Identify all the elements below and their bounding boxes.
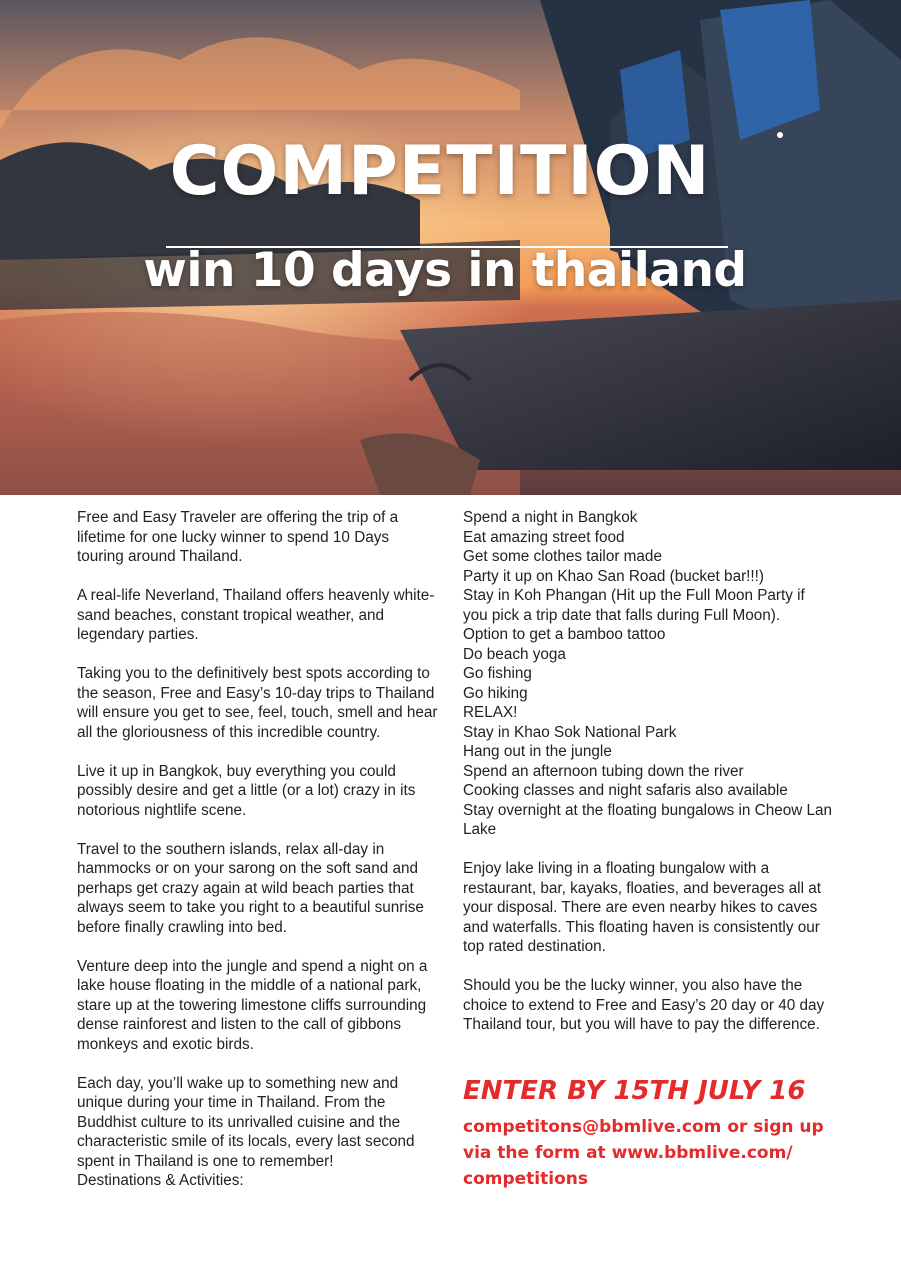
list-item: Cooking classes and night safaris also available bbox=[463, 782, 788, 799]
southern-islands-paragraph: Travel to the southern islands, relax all-day in hammocks or on your sarong on the soft sand and perhaps get crazy again at wild beach parties that always seem to take you right to a beautiful sunrise before finally crawling into bed. bbox=[77, 840, 424, 936]
list-item: Eat amazing street food bbox=[463, 528, 625, 546]
neverland-paragraph: A real-life Neverland, Thailand offers heavenly white-sand beaches, constant tropical weather, and legendary parties. bbox=[77, 587, 435, 643]
intro-paragraph: Free and Easy Traveler are offering the trip of a lifetime for one lucky winner to spend 10 Days touring around Thailand. bbox=[77, 509, 399, 565]
activities-list bbox=[463, 508, 833, 840]
list-item: Do beach yoga bbox=[463, 645, 566, 663]
list-item: Stay in Koh Phangan (Hit up the Full Moon Party if you pick a trip date that falls during Full Moon). bbox=[463, 587, 805, 624]
list-item: Get some clothes tailor made bbox=[463, 548, 662, 565]
best-spots-paragraph: Taking you to the definitively best spots according to the season, Free and Easy’s 10-day trips to Thailand will ensure you get to see, feel, touch, smell and hear all the gloriousness of this incredible country. bbox=[77, 665, 438, 741]
list-item: Spend an afternoon tubing down the river bbox=[463, 762, 744, 780]
lake-living-paragraph: Enjoy lake living in a floating bungalow with a restaurant, bar, kayaks, floaties, and beverages all at your disposal. There are even nearby hikes to caves and waterfalls. This floating haven is consistently our top rated destination. bbox=[463, 860, 821, 955]
right-column bbox=[463, 508, 833, 1054]
jungle-paragraph: Venture deep into the jungle and spend a night on a lake house floating in the middle of a national park, stare up at the towering limestone cliffs surrounding dense rainforest and listen to the call of gibbons monkeys and exotic birds. bbox=[77, 957, 428, 1053]
extend-tour-paragraph: Should you be the lucky winner, you also have the choice to extend to Free and Easy’s 20 day or 40 day Thailand tour, but you will have to pay the difference. bbox=[463, 977, 825, 1033]
competition-title: COMPETITION bbox=[169, 132, 711, 211]
list-item: Party it up on Khao San Road (bucket bar!!!) bbox=[463, 567, 765, 585]
left-column bbox=[77, 508, 439, 1191]
each-day-paragraph: Each day, you’ll wake up to something new and unique during your time in Thailand. From the Buddhist culture to its unrivalled cuisine and the characteristic smile of its locals, every last second spent in Thailand is one to remember! bbox=[77, 1074, 415, 1170]
list-item: Go hiking bbox=[463, 684, 528, 702]
list-item: Spend a night in Bangkok bbox=[463, 509, 638, 526]
list-item: Stay in Khao Sok National Park bbox=[463, 723, 677, 741]
hero-image bbox=[0, 0, 901, 495]
bangkok-paragraph: Live it up in Bangkok, buy everything you could possibly desire and get a little (or a lot) crazy in its notorious nightlife scene. bbox=[77, 762, 416, 819]
list-item: Option to get a bamboo tattoo bbox=[463, 626, 666, 643]
enter-by-deadline: ENTER BY 15TH JULY 16 bbox=[463, 1076, 806, 1106]
list-item: Hang out in the jungle bbox=[463, 743, 612, 760]
list-item: Go fishing bbox=[463, 665, 532, 682]
list-item: Stay overnight at the floating bungalows in Cheow Lan Lake bbox=[463, 801, 833, 838]
contact-info: competitons@bbmlive.com or sign up via the form at www.bbmlive.com/ competitions bbox=[463, 1117, 824, 1189]
competition-subtitle: win 10 days in thailand bbox=[143, 243, 747, 298]
list-item: RELAX! bbox=[463, 704, 518, 721]
destinations-heading: Destinations & Activities: bbox=[77, 1172, 244, 1189]
